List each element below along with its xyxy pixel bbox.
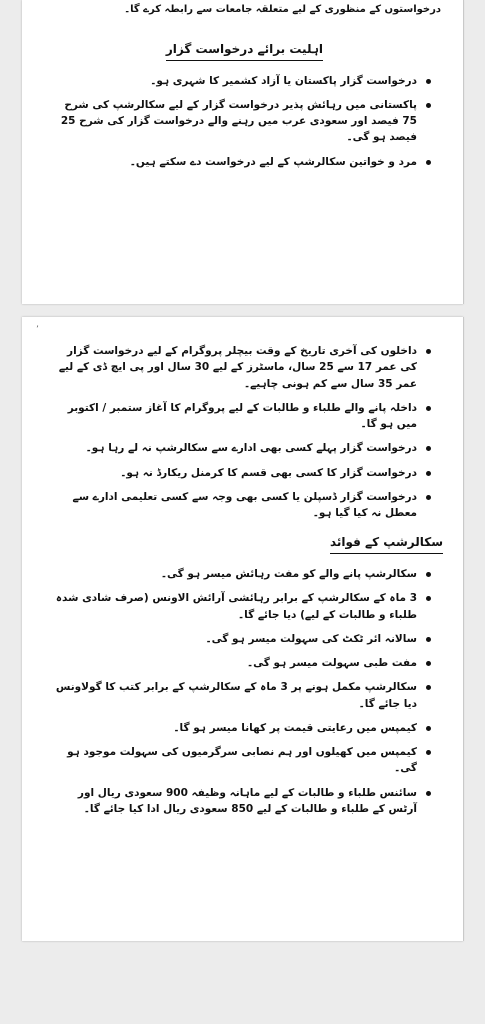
list-item: کیمپس میں رعایتی قیمت پر کھانا میسر ہو گا۔ <box>50 720 431 736</box>
list-item: سکالرشپ مکمل ہونے پر 3 ماہ کے سکالرشپ کے برابر کتب کا گولاونس دیا جائے گا۔ <box>50 679 431 712</box>
list-item: پاکستانی میں رہائش پذیر درخواست گزار کے لیے سکالرشپ کی شرح 75 فیصد اور سعودی عرب میں رہنے والے درخواست گزار کی شرح 25 فیصد ہو گی۔ <box>50 97 431 146</box>
list-item: مرد و خواتین سکالرشپ کے لیے درخواست دے سکتے ہیں۔ <box>50 154 431 170</box>
benefits-list <box>22 566 463 817</box>
list-item: درخواست گزار پہلے کسی بھی ادارے سے سکالرشپ نہ لے رہا ہو۔ <box>50 440 431 456</box>
eligibility-heading: اہلیت برائے درخواست گزار <box>166 40 323 61</box>
page-2-edge <box>463 317 464 941</box>
page-1-edge <box>463 0 464 304</box>
list-item: 3 ماہ کے سکالرشپ کے برابر رہائشی آرائش الاونس (صرف شادی شدہ طلباء و طالبات کے لیے) دیا جائے گا۔ <box>50 590 431 623</box>
list-item: سالانہ ائر ٹکٹ کی سہولت میسر ہو گی۔ <box>50 631 431 647</box>
top-continuation-line <box>44 4 441 15</box>
list-item: کیمپس میں کھیلوں اور ہم نصابی سرگرمیوں کی سہولت موجود ہو گی۔ <box>50 744 431 777</box>
benefits-heading: سکالرشپ کے فوائد <box>330 533 443 554</box>
top-continuation-text: درخواستوں کے منظوری کے لیے متعلقہ جامعات سے رابطہ کرے گا۔ <box>124 4 441 15</box>
list-item: داخلوں کی آخری تاریخ کے وقت بیچلر پروگرام کے لیے درخواست گزار کی عمر 17 سے 25 سال، ماسٹرز کے لیے 30 سال اور پی ایچ ڈی کے لیے عمر 35 سال سے کم ہونی چاہیے۔ <box>50 343 431 392</box>
list-item: سائنس طلباء و طالبات کے لیے ماہانہ وظیفہ 900 سعودی ریال اور آرٹس کے طلباء و طالبات کے لیے 850 سعودی ریال ادا کیا جائے گا۔ <box>50 785 431 818</box>
list-item: مفت طبی سہولت میسر ہو گی۔ <box>50 655 431 671</box>
document-page-2 <box>22 317 463 941</box>
conditions-section <box>22 343 463 825</box>
eligibility-section <box>22 40 463 178</box>
list-item: درخواست گزار پاکستان یا آزاد کشمیر کا شہری ہو۔ <box>50 73 431 89</box>
scan-mark: ʼ <box>36 325 39 335</box>
list-item: درخواست گزار کا کسی بھی قسم کا کرمنل ریکارڈ نہ ہو۔ <box>50 465 431 481</box>
document-page-1 <box>22 0 463 304</box>
list-item: سکالرشپ پانے والے کو مفت رہائش میسر ہو گی۔ <box>50 566 431 582</box>
list-item: داخلہ پانے والے طلباء و طالبات کے لیے پروگرام کا آغاز ستمبر / اکتوبر میں ہو گا۔ <box>50 400 431 433</box>
conditions-list <box>22 343 463 521</box>
eligibility-list <box>22 73 463 170</box>
list-item: درخواست گزار ڈسپلن یا کسی بھی وجہ سے کسی تعلیمی ادارے سے معطل نہ کیا گیا ہو۔ <box>50 489 431 522</box>
